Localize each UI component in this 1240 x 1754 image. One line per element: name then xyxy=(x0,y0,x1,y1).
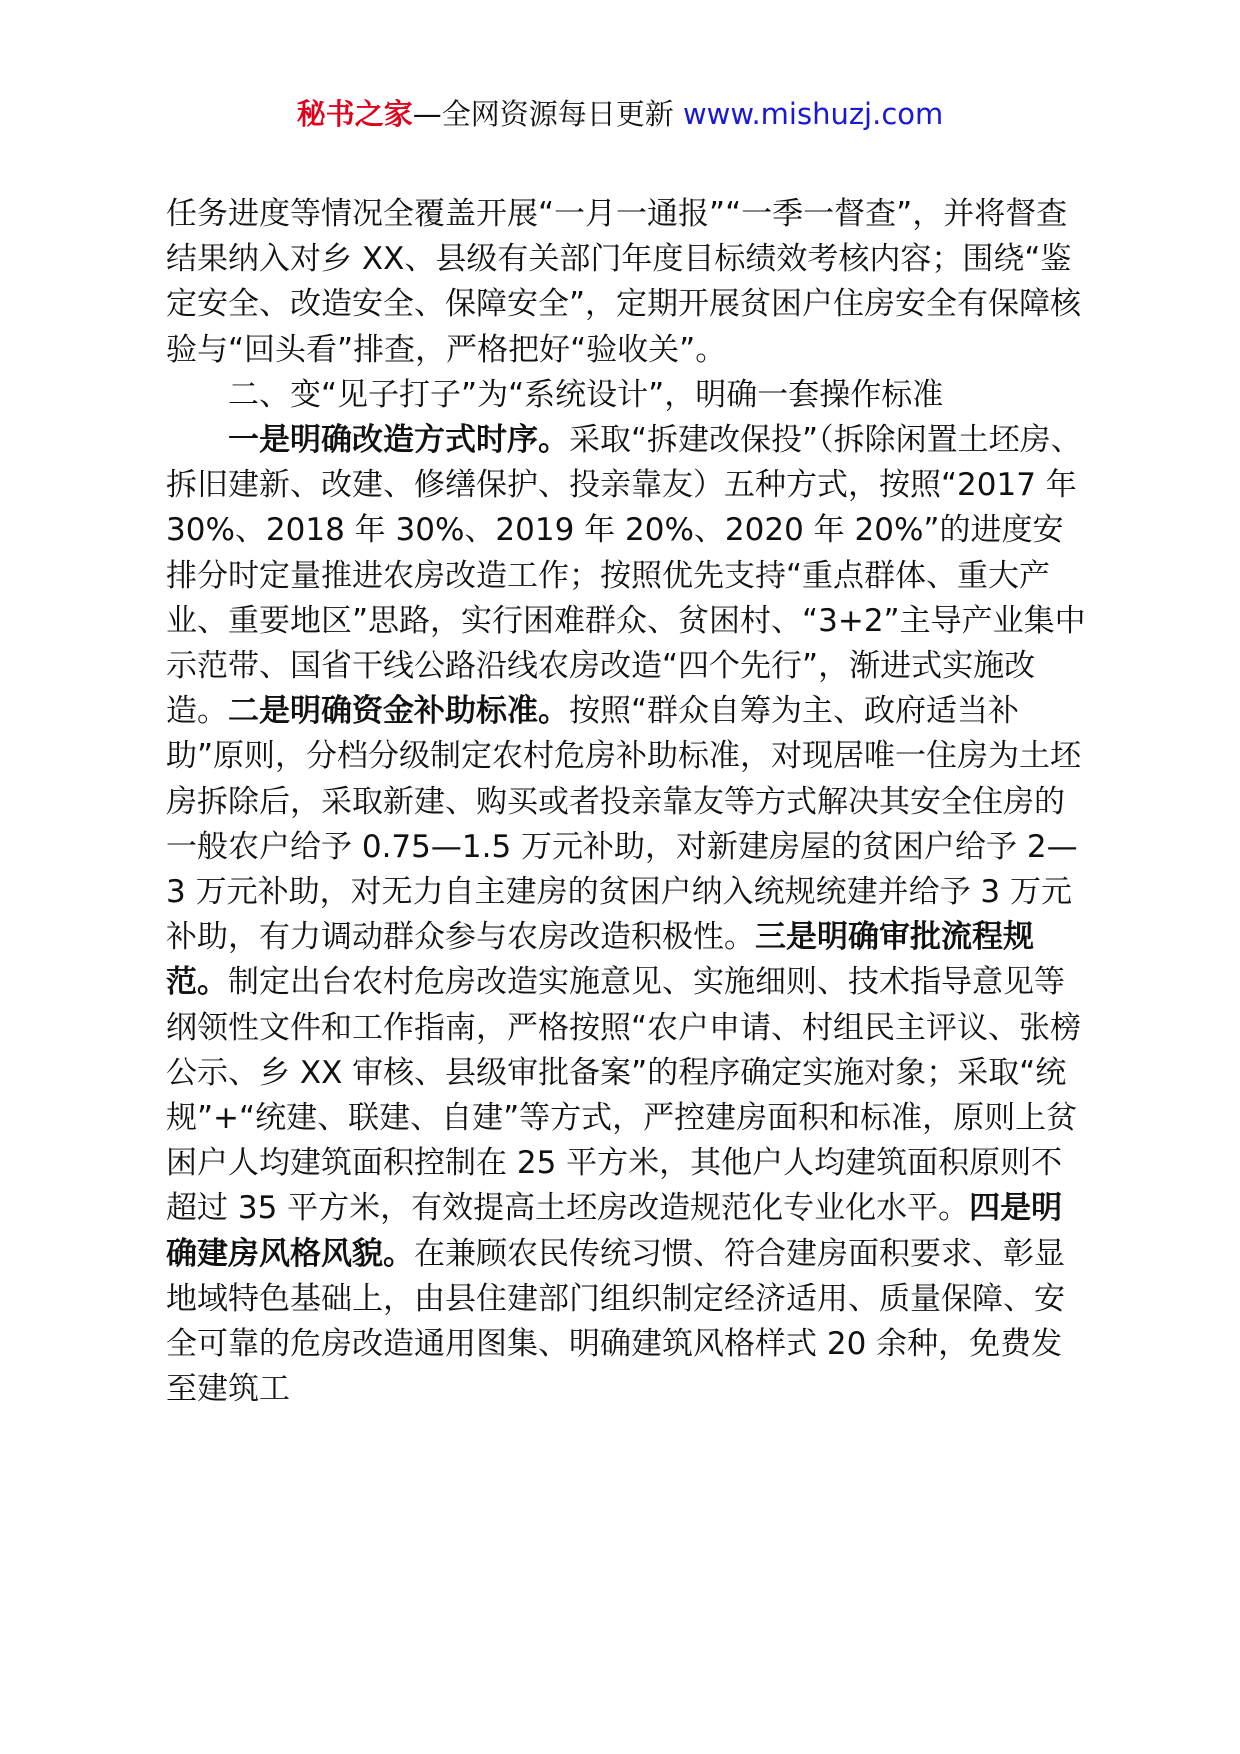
lead-phrase-1: 一是明确改造方式时序。 xyxy=(228,422,569,459)
paragraph-text-1: 采取“拆建改保投”（拆除闲置土坯房、拆旧建新、改建、修缮保护、投亲靠友）五种方式，按照“2017 年 30%、2018 年 30%、2019 年 20%、2020 年 20%”的进度安排分时定量推进农房改造工作；按照优先支持“重点群体、重大产业、重要地区”思路，实行困难群众、贫困村、“3+2”主导产业集中示范带、国省干线公路沿线农房改造“四个先行”，渐进式实施改造。 xyxy=(166,422,1086,730)
site-header xyxy=(0,94,1240,134)
paragraph-text-4: 在兼顾农民传统习惯、符合建房面积要求、彰显地域特色基础上，由县住建部门组织制定经济适用、质量保障、安全可靠的危房改造通用图集、明确建筑风格样式 20 余种，免费发至建筑工 xyxy=(166,1235,1065,1408)
brand-name: 秘书之家 xyxy=(296,97,413,131)
lead-phrase-3: 三是明确审批流程规范。 xyxy=(166,919,1034,1001)
paragraph-3 xyxy=(166,418,1086,1412)
section-heading-2: 二、变“见子打子”为“系统设计”，明确一套操作标准 xyxy=(228,376,944,413)
paragraph-text-2: 按照“群众自筹为主、政府适当补助”原则，分档分级制定农村危房补助标准，对现居唯一住房为土坯房拆除后，采取新建、购买或者投亲靠友等方式解决其安全住房的一般农户给予 0.75—1.5 万元补助，对新建房屋的贫困户给予 2—3 万元补助，对无力自主建房的贫困户纳入统规统建并给予 3 万元补助，有力调动群众参与农房改造积极性。 xyxy=(166,693,1082,956)
paragraph-text-3: 制定出台农村危房改造实施意见、实施细则、技术指导意见等纲领性文件和工作指南，严格按照“农户申请、村组民主评议、张榜公示、乡 XX 审核、县级审批备案”的程序确定实施对象；采取“统规”+“统建、联建、自建”等方式，严控建房面积和标准，原则上贫困户人均建筑面积控制在 25 平方米，其他户人均建筑面积原则不超过 35 平方米，有效提高土坯房改造规范化专业化水平。 xyxy=(166,964,1082,1227)
lead-phrase-4: 四是明确建房风格风貌。 xyxy=(166,1190,1063,1272)
lead-phrase-2: 二是明确资金补助标准。 xyxy=(228,693,569,730)
header-slogan: —全网资源每日更新 xyxy=(412,97,674,131)
document-body xyxy=(166,192,1086,1412)
paragraph-1: 任务进度等情况全覆盖开展“一月一通报”“一季一督查”，并将督查结果纳入对乡 XX、县级有关部门年度目标绩效考核内容；围绕“鉴定安全、改造安全、保障安全”，定期开展贫困户住房安全有保障核验与“回头看”排查，严格把好“验收关”。 xyxy=(166,196,1082,368)
site-url[interactable]: www.mishuzj.com xyxy=(682,97,944,131)
